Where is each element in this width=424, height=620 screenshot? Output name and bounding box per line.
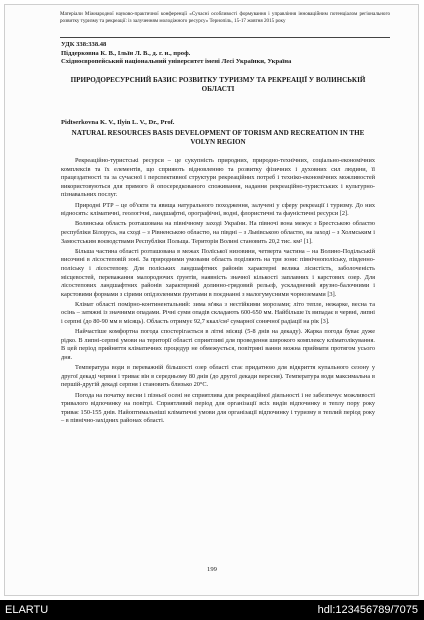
document-page xyxy=(4,4,419,596)
header-divider xyxy=(60,37,390,38)
paragraph: Волинська область розташована на північному заході України. На півночі вона межує з Брестською областю республіки Білорусь, на сході – з Рівненською областю, на півдні – з Львівською областю, на заході – з Холмським і Замостським воєводствами Республіки Польща. Територія Волині становить 20,2 тис. км² [1]. xyxy=(61,220,375,245)
affiliation: Східноєвропейський національний університет імені Лесі Українки, Україна xyxy=(61,58,292,65)
paragraph: Більша частина області розташована в межах Поліської низовини, четверта частина – на Волино-Подільській височині в лісостеповій зоні. За природними умовами область поділяють на три зони: північнополіську, південно-поліську і лісостепову. Для поліських ландшафтних районів характерні велика лісистість, заболоченість місцевостей, переважання малородючих ґрунтів, наявність значної кількості заплавних і карстових озер. Для лісостепових ландшафтних районів характерний долинно-грядовий рельєф, ускладнений ярузно-балочними і карстовими формами з сірими опідзоленими ґрунтами в поєднанні з малогумусними чорноземами [3]. xyxy=(61,247,375,298)
handle-link[interactable]: hdl:123456789/7075 xyxy=(317,604,418,616)
article-body xyxy=(61,157,375,428)
paragraph: Рекреаційно-туристські ресурси – це сукупність природних, природно-технічних, соціально-економічних комплексів та їх елементів, що сприяють відновленню та розвитку фізичних і духовних сил людини, її працездатності та за сучасної і перспективної структури рекреаційних потреб і техніко-економічних можливостей використовуються для прямого й опосередкованого споживання, надання рекреаційно-туристських і культурно-пізнавальних послуг. xyxy=(61,157,375,199)
title-ua: ПРИРОДОРЕСУРСНИЙ БАЗИС РОЗВИТКУ ТУРИЗМУ ТА РЕКРЕАЦІЇ У ВОЛИНСЬКІЙ ОБЛАСТІ xyxy=(70,76,366,93)
title-en: NATURAL RESOURCES BASIS DEVELOPMENT OF TORISM AND RECREATION IN THE VOLYN REGION xyxy=(71,129,365,146)
udk-code: УДК 338:338.48 xyxy=(61,41,107,48)
paragraph: Найчастіше комфортна погода спостерігається в літні місяці (5-8 днів на декаду). Жарка погода буває дуже рідко. В липні-серпні умови на території області сприятливі для проведення широкого комплексу кліматолікування. В цей період прийняття кліматичних процедур не обмежується, повітряні ванни можна приймати протягом усього дня. xyxy=(61,328,375,362)
repository-name: ELARTU xyxy=(5,604,49,616)
conference-header: Матеріали Міжнародної науково-практичної конференції «Сучасні особливості формування і управління інноваційним потенціалом регіонального розвитку туризму та рекреації: із залученням молодіжного ресурсу» Тернопіль, 15-17 жовтня 2015 року xyxy=(60,11,390,24)
page-number: 199 xyxy=(207,566,217,573)
paragraph: Клімат області помірно-континентальний: зима м'яка з нестійкими морозами; літо тепле, нежарке, весна та осінь – затяжні із значними опадами. Річні суми опадів складають 600-650 мм. Найбільше їх випадає в червні, липні і серпні (до 80-90 мм в місяць). Область отримує 92,7 ккал/см² сумарної сонячної радіації на рік [3]. xyxy=(61,300,375,326)
authors-ua: Піддерковна К. В., Ільїн Л. В., д. г. н., проф. xyxy=(61,50,191,57)
paragraph: Природні РТР – це об'єкти та явища натурального походження, залучені у сферу рекреації і туризму. До них відносять: кліматичні, геологічні, ландшафтні, орографічні, водні, флористичні та фауністичні ресурси [2]. xyxy=(61,201,375,218)
paragraph: Температура води в переважній більшості озер області стає придатною для відкриття купального сезону у другої декаді червня і триває він в середньому 80 днів (до другої декади вересня). Температура води максимальна в першій-другій декаді серпня і становить близько 20°С. xyxy=(61,364,375,389)
authors-en: Pidtserkovna K. V., Ilyin L. V., Dr., Prof. xyxy=(61,119,175,126)
repository-footer xyxy=(0,600,424,620)
paragraph: Погода на початку весни і пізньої осені не сприятлива для рекреаційної діяльності і не забезпечує можливості тривалого відпочинку на повітрі. Сприятливий період для організації всіх видів відпочинку в теплу пору року триває 150-155 днів. Найоптимальніші кліматичні умови для організації відпочинку і туризму в теплий період року – в північно-західних районах області. xyxy=(61,391,375,425)
